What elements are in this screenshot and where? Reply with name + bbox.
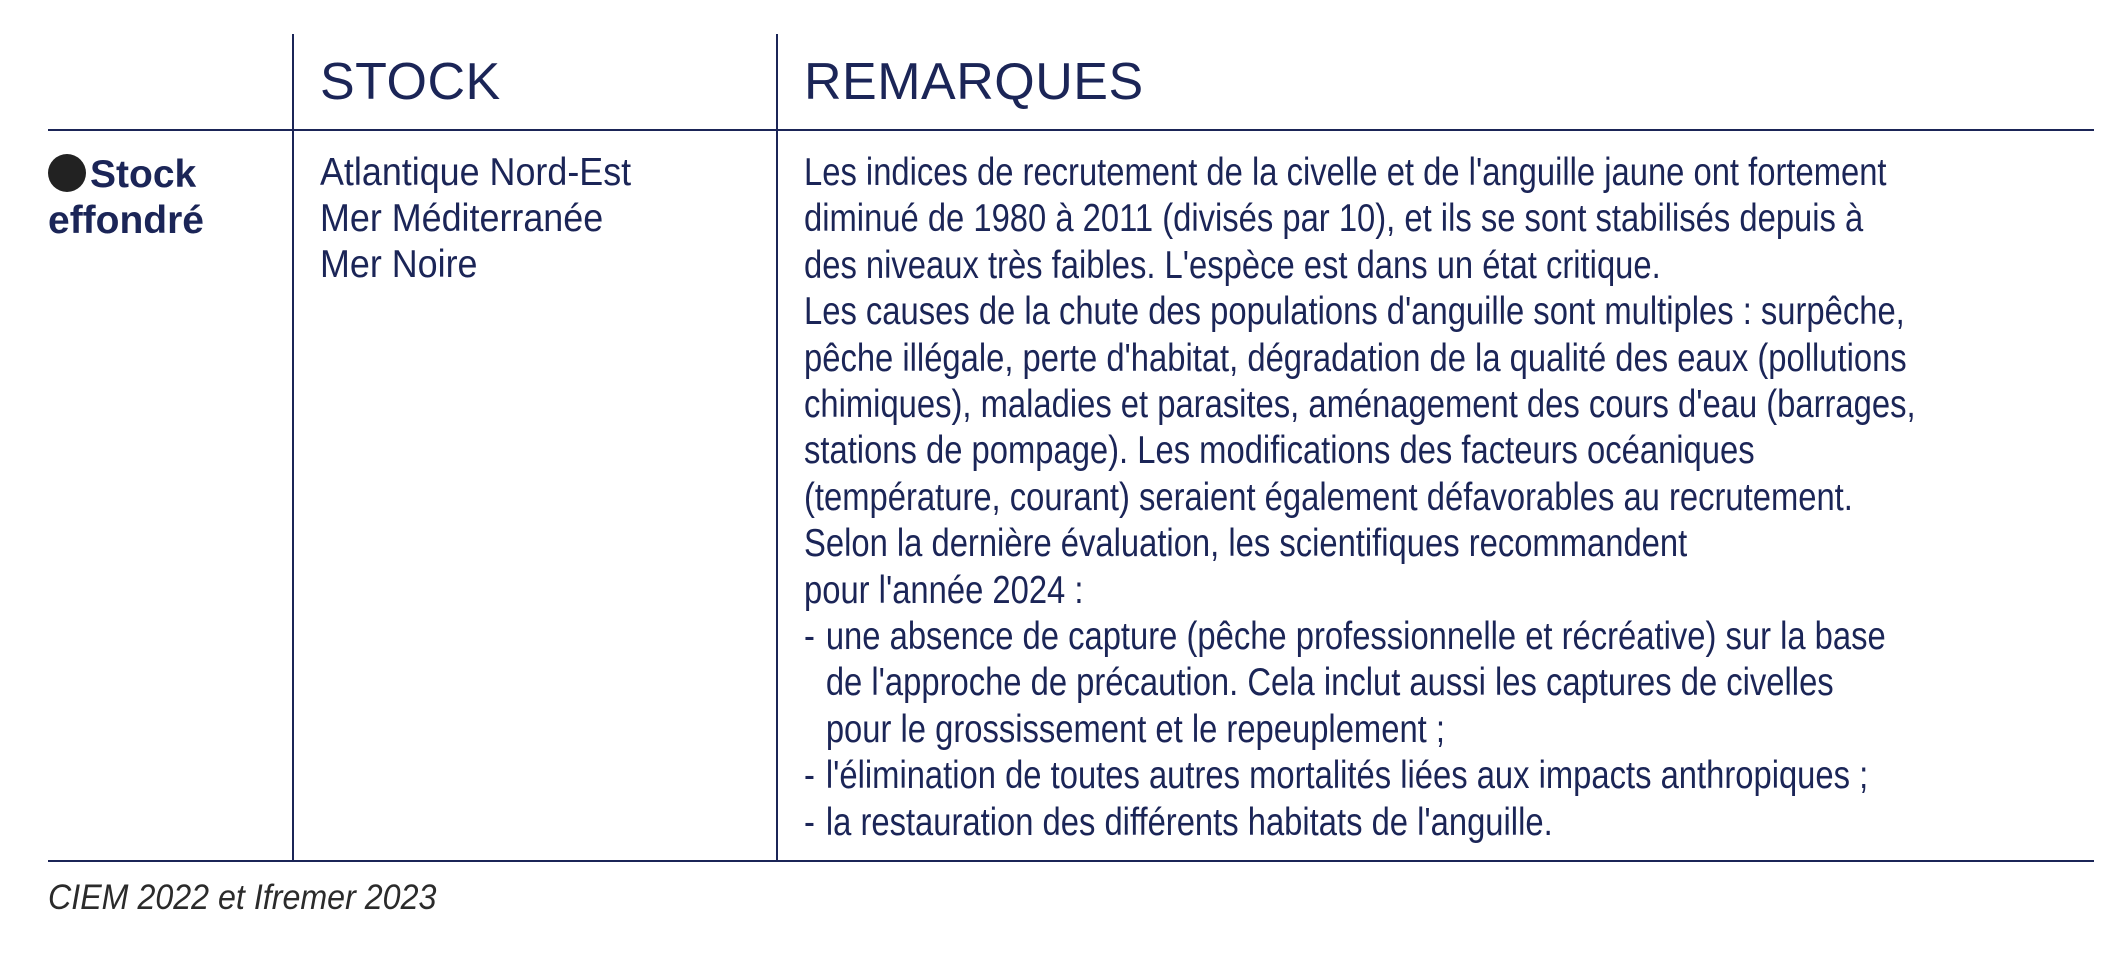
remark-line: diminué de 1980 à 2011 (divisés par 10), et ils se sont stabilisés depuis à: [804, 197, 1864, 241]
remark-line: chimiques), maladies et parasites, aménagement des cours d'eau (barrages,: [804, 383, 1916, 427]
status-word-1: Stock: [90, 153, 197, 196]
header-stock: STOCK: [320, 53, 501, 111]
recommendation-line: l'élimination de toutes autres mortalités liées aux impacts anthropiques ;: [825, 754, 1869, 798]
recommendation-item: [804, 614, 1888, 753]
list-dash: -: [804, 800, 815, 844]
bottom-rule: [48, 860, 2094, 862]
source-caption: CIEM 2022 et Ifremer 2023: [48, 878, 437, 917]
status-word-2: effondré: [48, 199, 204, 242]
recommendation-line: pour le grossissement et le repeuplement ;: [825, 707, 1445, 751]
list-dash: -: [804, 754, 815, 798]
remark-line: stations de pompage). Les modifications des facteurs océaniques: [804, 429, 1755, 473]
column-divider: [292, 34, 294, 862]
remark-line: Selon la dernière évaluation, les scientifiques recommandent: [804, 522, 1688, 566]
recommendation-line: de l'approche de précaution. Cela inclut aussi les captures de civelles: [825, 661, 1834, 705]
list-dash: -: [804, 615, 815, 659]
remark-line: pêche illégale, perte d'habitat, dégradation de la qualité des eaux (pollutions: [804, 336, 1907, 380]
remark-line: Les indices de recrutement de la civelle et de l'anguille jaune ont fortement: [804, 151, 1887, 194]
recommendation-item: [804, 753, 1888, 799]
remark-line: des niveaux très faibles. L'espèce est dans un état critique.: [804, 243, 1661, 287]
remarks-cell: [804, 150, 1916, 846]
stock-list: [320, 150, 725, 288]
remark-line: Les causes de la chute des populations d'anguille sont multiples : surpêche,: [804, 290, 1905, 334]
stock-item: Mer Noire: [320, 243, 478, 286]
stock-item: Mer Méditerranée: [320, 197, 604, 240]
recommendation-item: [804, 800, 1888, 846]
header-remarques: REMARQUES: [804, 53, 1144, 111]
stock-item: Atlantique Nord-Est: [320, 151, 632, 194]
remark-line: pour l'année 2024 :: [804, 568, 1084, 612]
header-rule: [48, 129, 2094, 131]
remark-line: (température, courant) seraient également défavorables au recrutement.: [804, 475, 1853, 519]
recommendation-line: une absence de capture (pêche professionnelle et récréative) sur la base: [825, 615, 1886, 659]
column-divider: [776, 34, 778, 862]
status-cell: [48, 152, 278, 244]
status-dot-icon: [48, 154, 86, 192]
recommendation-line: la restauration des différents habitats de l'anguille.: [825, 800, 1553, 844]
stock-table: [48, 34, 2094, 862]
